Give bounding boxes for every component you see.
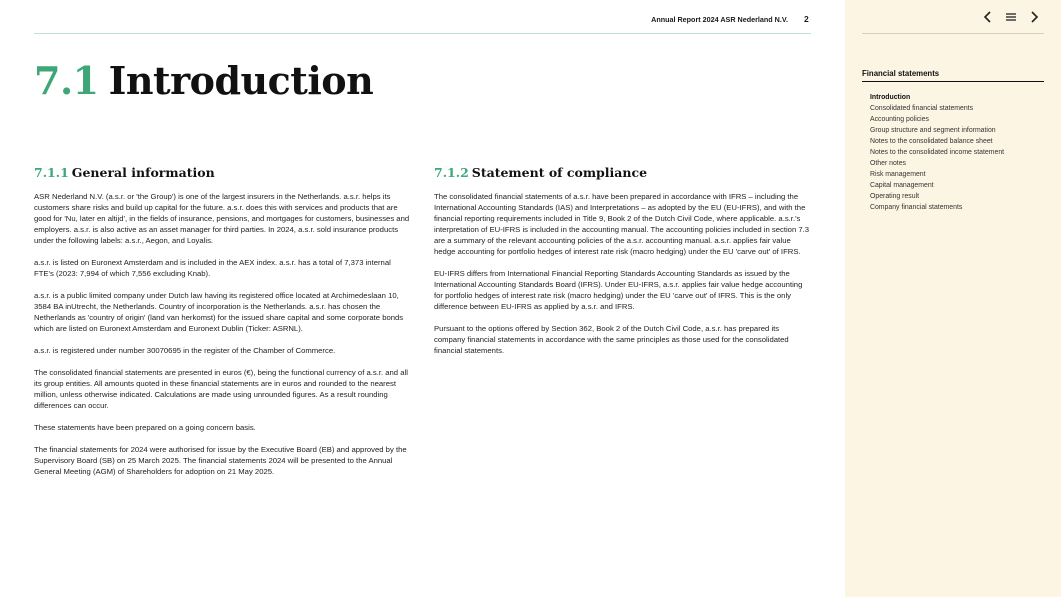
chapter-heading [34, 58, 373, 103]
toc-item-operating-result[interactable]: Operating result [870, 193, 920, 200]
chevron-left-icon [979, 8, 997, 26]
menu-button[interactable] [1002, 8, 1020, 26]
paragraph: Pursuant to the options offered by Section 362, Book 2 of the Dutch Civil Code, a.s.r. has prepared its company financial statements in accordance with the same principles as those used for the consolidated financial statements. [434, 324, 789, 355]
paragraph: EU-IFRS differs from International Financial Reporting Standards Accounting Standards as issued by the International Accounting Standards Board (IFRS). Under EU-IFRS, a.s.r. applies fair value hedge accounting for portfolio hedges of interest rate risk (macro hedging) under the EU 'carve out' of IFRS. This is the only difference between EU-IFRS as applied by a.s.r. and IFRS. [434, 269, 803, 311]
paragraph: a.s.r. is a public limited company under Dutch law having its registered office located at Archimedeslaan 10, 3584 BA inUtrecht, the Netherlands. Country of incorporation is the Netherlands. a.s.r. has chosen the Netherlands as 'country of origin' (land van herkomst) for the issued share capital and some corporate bonds which are listed on Euronext Amsterdam and Euronext Dublin (Ticker: ASRNL). [34, 291, 404, 333]
menu-icon [1002, 8, 1020, 26]
toc-item-notes-income-statement[interactable]: Notes to the consolidated income statement [870, 149, 1005, 156]
section-heading-general-information [34, 165, 215, 180]
section-title: General information [71, 165, 215, 180]
next-page-button[interactable] [1025, 8, 1043, 26]
toc-item-accounting-policies[interactable]: Accounting policies [870, 116, 929, 123]
section-title: Statement of compliance [471, 165, 648, 180]
previous-page-button[interactable] [979, 8, 997, 26]
statement-of-compliance-body [434, 191, 810, 367]
toc-item-capital-management[interactable]: Capital management [870, 182, 934, 189]
sidebar [845, 0, 1061, 597]
report-title: Annual Report 2024 ASR Nederland N.V. [651, 15, 788, 24]
section-heading-statement-of-compliance [434, 165, 647, 180]
paragraph: The financial statements for 2024 were authorised for issue by the Executive Board (EB) and approved by the Supervisory Board (SB) on 25 March 2025. The financial statements 2024 will be presented to the Annual General Meeting (AGM) of Shareholders for adoption on 21 May 2025. [34, 445, 407, 476]
toc-item-risk-management[interactable]: Risk management [870, 171, 926, 178]
chevron-right-icon [1025, 8, 1043, 26]
sidebar-divider [862, 33, 1044, 34]
general-information-body [34, 191, 410, 488]
sidebar-title-underline [862, 81, 1044, 82]
paragraph: ASR Nederland N.V. (a.s.r. or 'the Group') is one of the largest insurers in the Netherlands. a.s.r. helps its customers share risks and build up capital for the future. a.s.r. does this with services and products that are good for 'Nu, later en altijd', in the fields of insurance, pensions, and mortgages for customers, businesses and employers. a.s.r. is also active as an asset manager for third parties. In 2024, a.s.r. sold insurance products under the following labels: a.s.r., Aegon, and Loyalis. [34, 192, 410, 245]
chapter-number: 7.1 [34, 58, 99, 103]
table-of-contents [870, 92, 1004, 213]
paragraph: a.s.r. is registered under number 30070695 in the register of the Chamber of Commerce. [34, 346, 336, 355]
chapter-title: Introduction [108, 58, 374, 103]
section-number: 7.1.2 [434, 165, 469, 180]
section-number: 7.1.1 [34, 165, 69, 180]
paragraph: These statements have been prepared on a going concern basis. [34, 423, 256, 432]
toc-item-notes-balance-sheet[interactable]: Notes to the consolidated balance sheet [870, 138, 993, 145]
toc-item-other-notes[interactable]: Other notes [870, 160, 907, 167]
sidebar-title: Financial statements [862, 69, 940, 78]
paragraph: a.s.r. is listed on Euronext Amsterdam and is included in the AEX index. a.s.r. has a total of 7,373 internal FTE's (2023: 7,994 of which 7,556 excluding Knab). [34, 258, 391, 278]
toc-item-group-structure[interactable]: Group structure and segment information [870, 127, 996, 134]
header-divider [34, 33, 811, 34]
toc-item-consolidated-financial-statements[interactable]: Consolidated financial statements [870, 105, 974, 112]
paragraph: The consolidated financial statements of a.s.r. have been prepared in accordance with IFRS – including the International Accounting Standards (IAS) and Interpretations – as adopted by the EU (EU-IFRS), and with the financial reporting requirements included in Title 9, Book 2 of the Dutch Civil Code, where applicable. a.s.r.'s interpretation of EU-IFRS is included in the accounting manual. The accounting policies included in section 7.3 are a summary of the relevant accounting policies of the a.s.r. accounting manual. a.s.r. applies fair value hedge accounting for portfolio hedges of interest rate risk (macro hedging) under the EU 'carve out' of IFRS. [434, 192, 810, 256]
paragraph: The consolidated financial statements are presented in euros (€), being the functional currency of a.s.r. and all its group entities. All amounts quoted in these financial statements are in euros and rounded to the nearest million, unless otherwise indicated. Calculations are made using unrounded figures. As a result rounding differences can occur. [34, 368, 408, 410]
toc-item-company-financial-statements[interactable]: Company financial statements [870, 204, 963, 211]
toc-item-introduction[interactable]: Introduction [870, 94, 911, 101]
page-number: 2 [804, 14, 809, 24]
